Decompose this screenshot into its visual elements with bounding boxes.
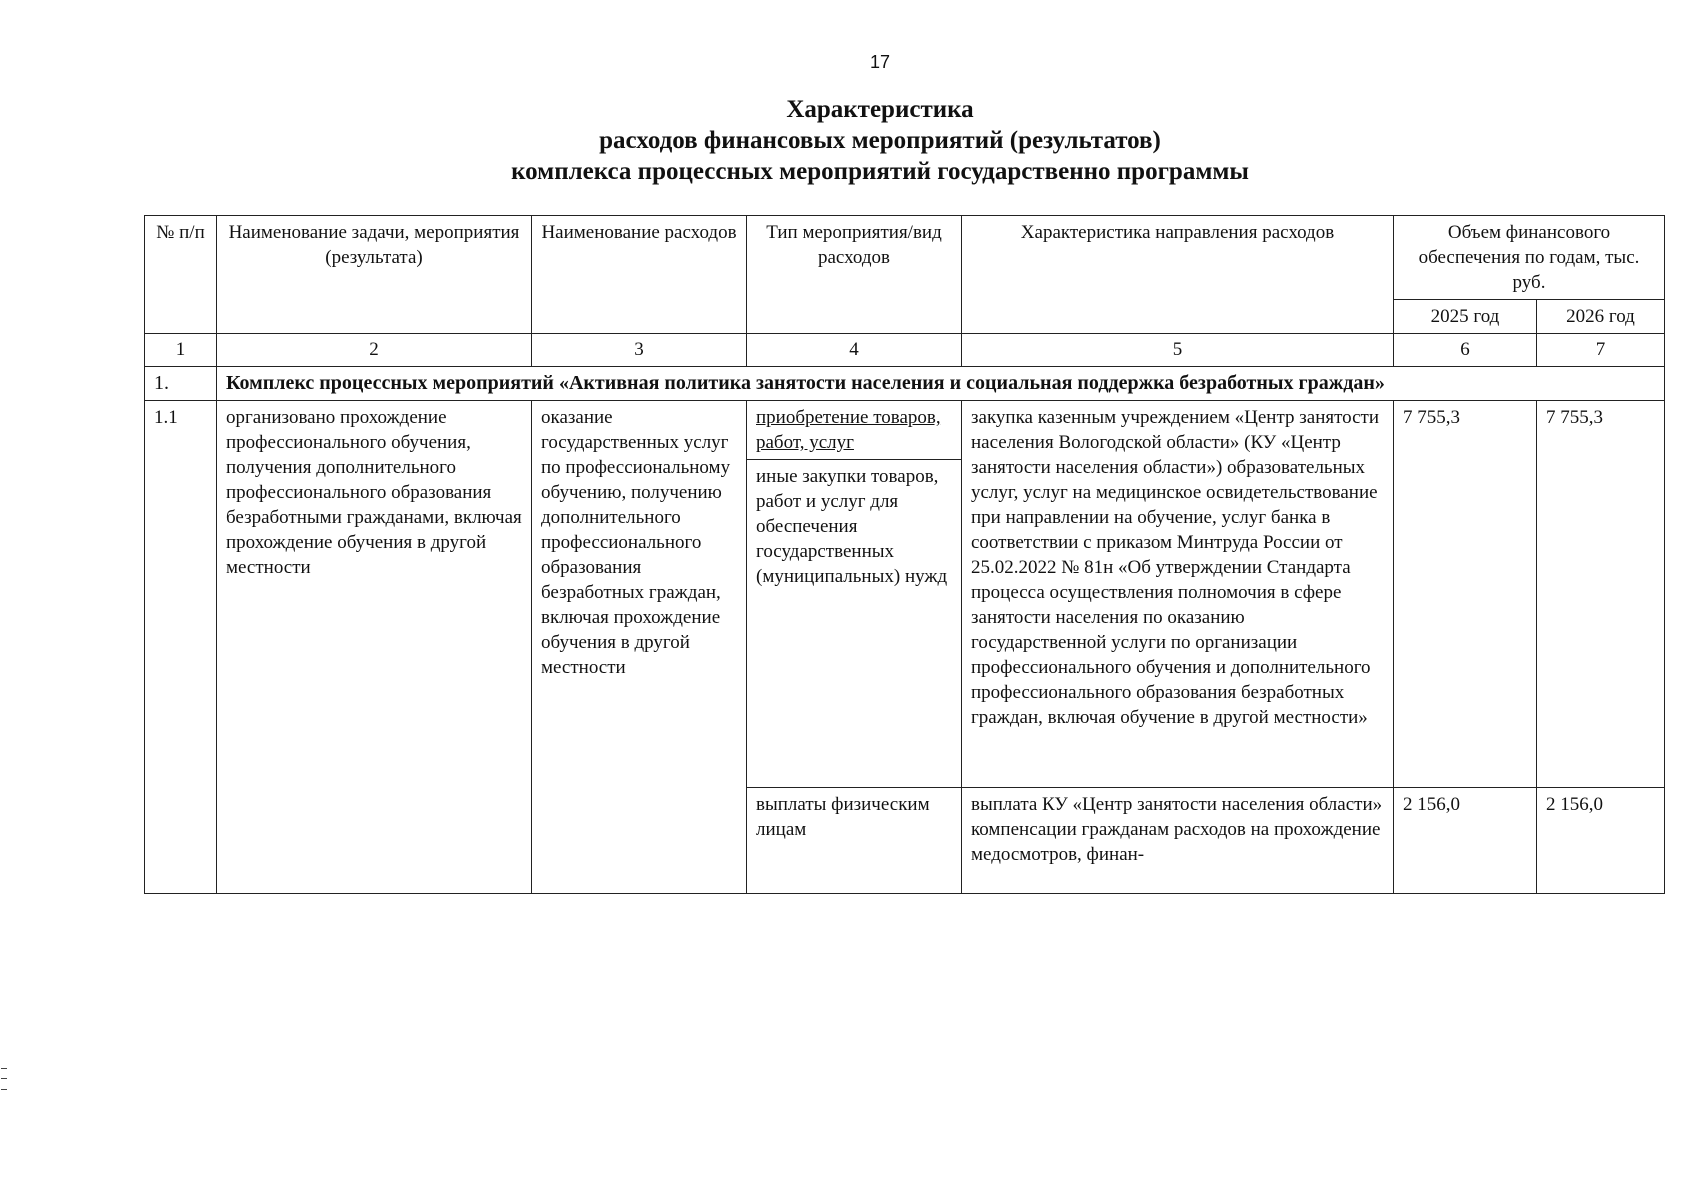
column-number: 5 (962, 334, 1394, 367)
column-number: 7 (1537, 334, 1665, 367)
expenses-table (144, 215, 1665, 894)
header-direction: Характеристика направления расходов (962, 216, 1394, 334)
header-type: Тип мероприятия/вид расходов (747, 216, 962, 334)
column-number: 2 (217, 334, 532, 367)
row-value-2025: 7 755,3 (1394, 401, 1537, 788)
row-type-detail: иные закупки товаров, работ и услуг для обеспечения государственных (муниципальных) нужд (747, 460, 962, 788)
column-number: 4 (747, 334, 962, 367)
row-direction: выплата КУ «Центр занятости населения области» компенсации гражданам расходов на прохождение медосмотров, финан- (962, 788, 1394, 894)
row-direction: закупка казенным учреждением «Центр занятости населения Вологодской области» (КУ «Центр занятости населения области») образовательных услуг, услуг на медицинское освидетельствование при направлении на обучение, услуг банка в соответствии с приказом Минтруда России от 25.02.2022 № 81н «Об утверждении Стандарта процесса осуществления полномочия в сфере занятости населения по оказанию государственной услуги по организации профессионального обучения и дополнительного профессионального образования безработных граждан, включая обучение в другой местности» (962, 401, 1394, 788)
column-number: 1 (145, 334, 217, 367)
table-row (145, 401, 1665, 460)
document-title (0, 94, 1697, 187)
row-type-main-text: приобретение товаров, работ, услуг (756, 407, 941, 453)
margin-mark (1, 1068, 7, 1090)
header-year-2026: 2026 год (1537, 300, 1665, 334)
title-line-3: комплекса процессных мероприятий государственно программы (511, 158, 1249, 185)
row-num: 1.1 (145, 401, 217, 894)
column-number: 6 (1394, 334, 1537, 367)
header-volume: Объем финансового обеспечения по годам, тыс. руб. (1394, 216, 1665, 300)
column-numbers-row (145, 334, 1665, 367)
complex-row (145, 367, 1665, 401)
page-number: 17 (869, 52, 891, 72)
title-line-1: Характеристика (786, 96, 974, 123)
header-row (145, 216, 1665, 300)
row-type-main (747, 401, 962, 460)
row-value-2025: 2 156,0 (1394, 788, 1537, 894)
complex-title: Комплекс процессных мероприятий «Активная политика занятости населения и социальная поддержка безработных граждан» (217, 367, 1665, 401)
row-value-2026: 2 156,0 (1537, 788, 1665, 894)
row-task: организовано прохождение профессионального обучения, получения дополнительного профессионального образования безработными гражданами, включая прохождение обучения в другой местности (217, 401, 532, 894)
header-expense-name: Наименование расходов (532, 216, 747, 334)
header-year-2025: 2025 год (1394, 300, 1537, 334)
header-task: Наименование задачи, мероприятия (результата) (217, 216, 532, 334)
title-line-2: расходов финансовых мероприятий (результатов) (599, 127, 1161, 154)
row-type-main: выплаты физическим лицам (747, 788, 962, 894)
row-expense-name: оказание государственных услуг по профессиональному обучению, получению дополнительного профессионального образования безработных граждан, включая прохождение обучения в другой местности (532, 401, 747, 894)
complex-num: 1. (145, 367, 217, 401)
row-value-2026: 7 755,3 (1537, 401, 1665, 788)
header-num: № п/п (145, 216, 217, 334)
column-number: 3 (532, 334, 747, 367)
